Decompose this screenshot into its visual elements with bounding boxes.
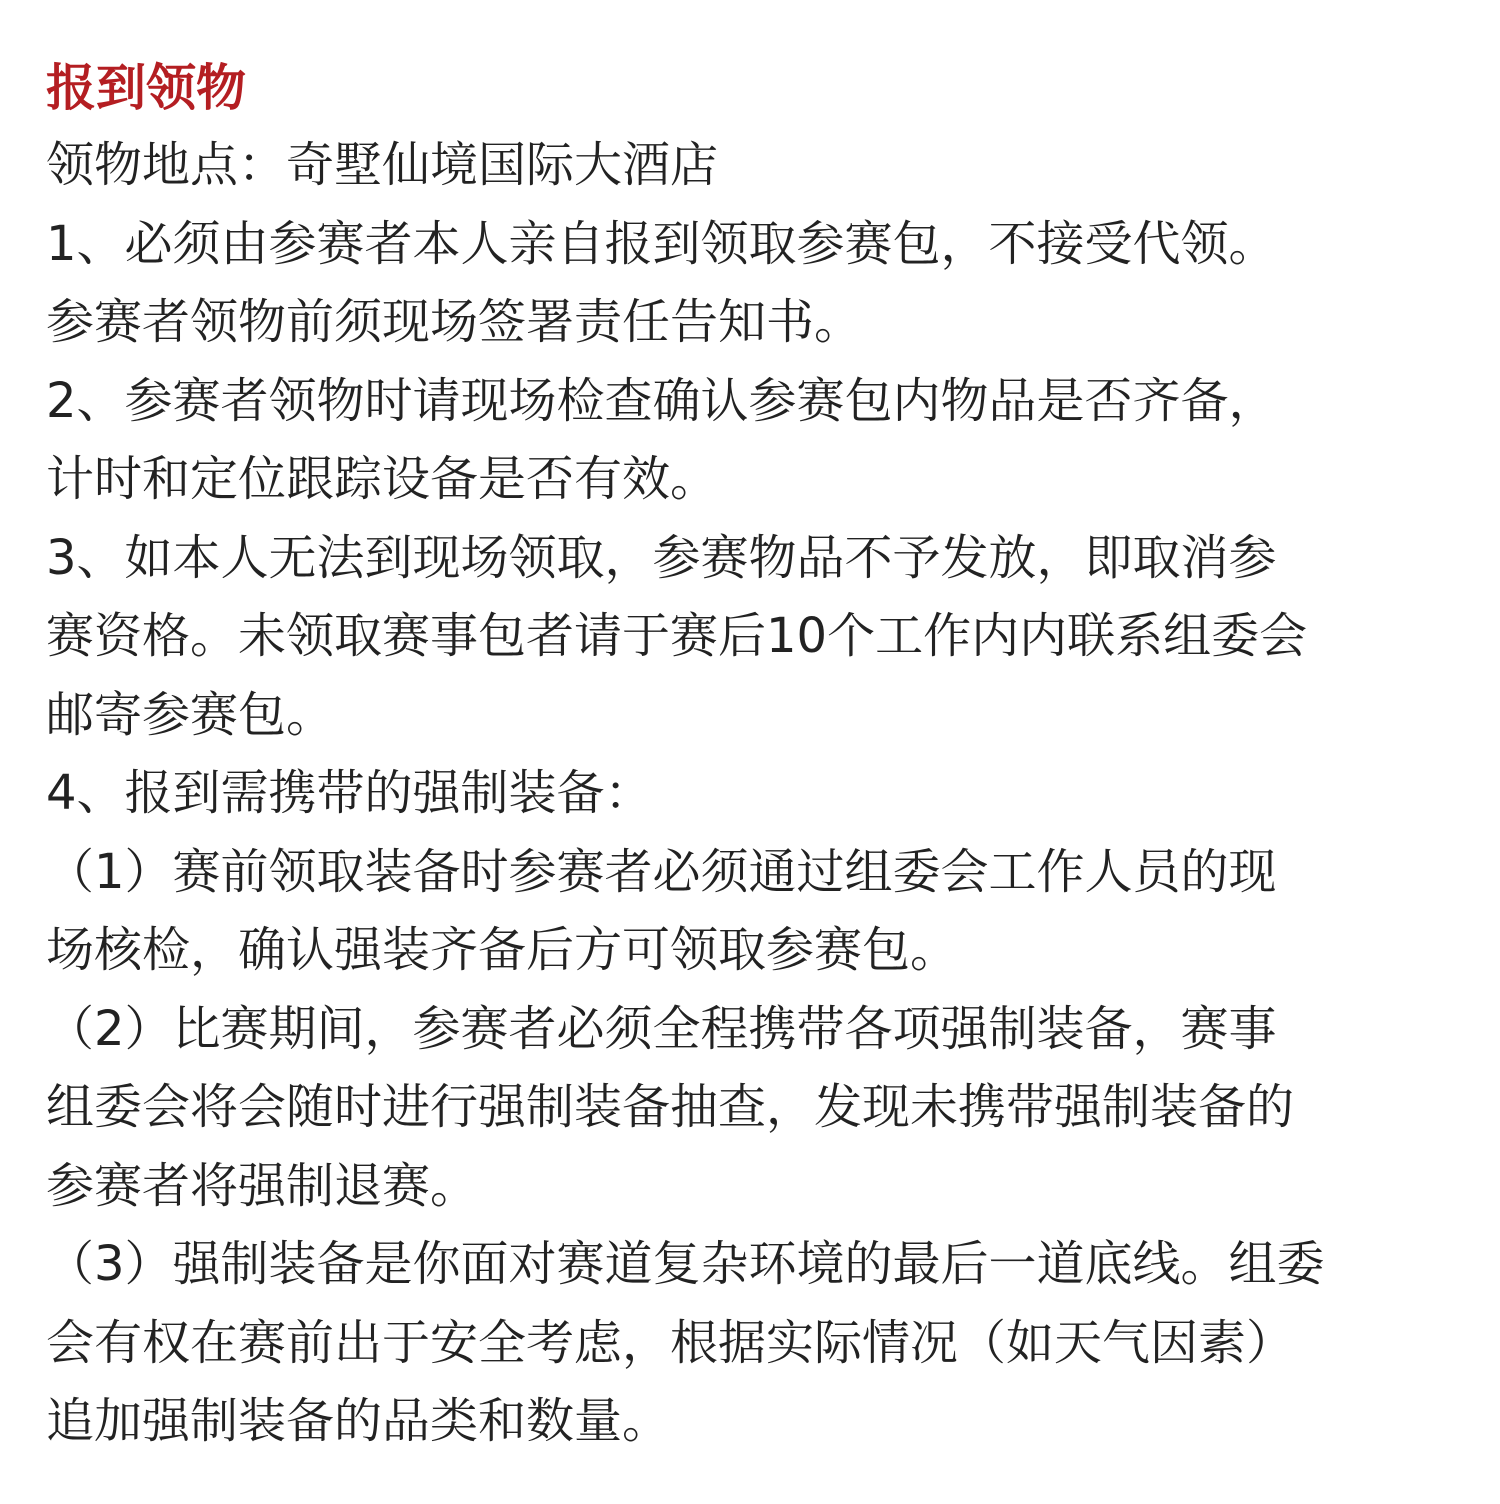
rule-4-item-2-line-1: （2）比赛期间，参赛者必须全程携带各项强制装备，赛事 bbox=[46, 1000, 1277, 1057]
rule-4-item-1-line-1: （1）赛前领取装备时参赛者必须通过组委会工作人员的现 bbox=[46, 843, 1277, 900]
rule-4-item-3-line-1: （3）强制装备是你面对赛道复杂环境的最后一道底线。组委 bbox=[46, 1236, 1325, 1292]
rule-2-line-2: 计时和定位跟踪设备是否有效。 bbox=[46, 451, 719, 507]
rule-4-item-2-line-2: 组委会将会随时进行强制装备抽查，发现未携带强制装备的 bbox=[46, 1079, 1295, 1135]
rule-3-line-1: 3、如本人无法到现场领取，参赛物品不予发放，即取消参 bbox=[46, 529, 1277, 586]
rule-4-item-1-line-2: 场核检，确认强装齐备后方可领取参赛包。 bbox=[46, 922, 959, 978]
rule-1-line-2: 参赛者领物前须现场签署责任告知书。 bbox=[46, 294, 863, 350]
section-title: 报到领物 bbox=[46, 59, 246, 117]
rule-3-line-2: 赛资格。未领取赛事包者请于赛后10个工作内内联系组委会 bbox=[46, 608, 1308, 664]
rule-3-line-3: 邮寄参赛包。 bbox=[46, 686, 335, 743]
document bbox=[46, 50, 1456, 1461]
rule-1-line-1: 1、必须由参赛者本人亲自报到领取参赛包，不接受代领。 bbox=[46, 215, 1277, 272]
rule-4-heading: 4、报到需携带的强制装备： bbox=[46, 765, 653, 821]
rule-2-line-1: 2、参赛者领物时请现场检查确认参赛包内物品是否齐备， bbox=[46, 372, 1277, 429]
rule-4-item-3-line-2: 会有权在赛前出于安全考虑，根据实际情况（如天气因素） bbox=[46, 1314, 1295, 1371]
pickup-location-line: 领物地点：奇墅仙境国际大酒店 bbox=[46, 137, 719, 193]
rule-4-item-2-line-3: 参赛者将强制退赛。 bbox=[46, 1157, 479, 1214]
rule-4-item-3-line-3: 追加强制装备的品类和数量。 bbox=[46, 1393, 671, 1449]
